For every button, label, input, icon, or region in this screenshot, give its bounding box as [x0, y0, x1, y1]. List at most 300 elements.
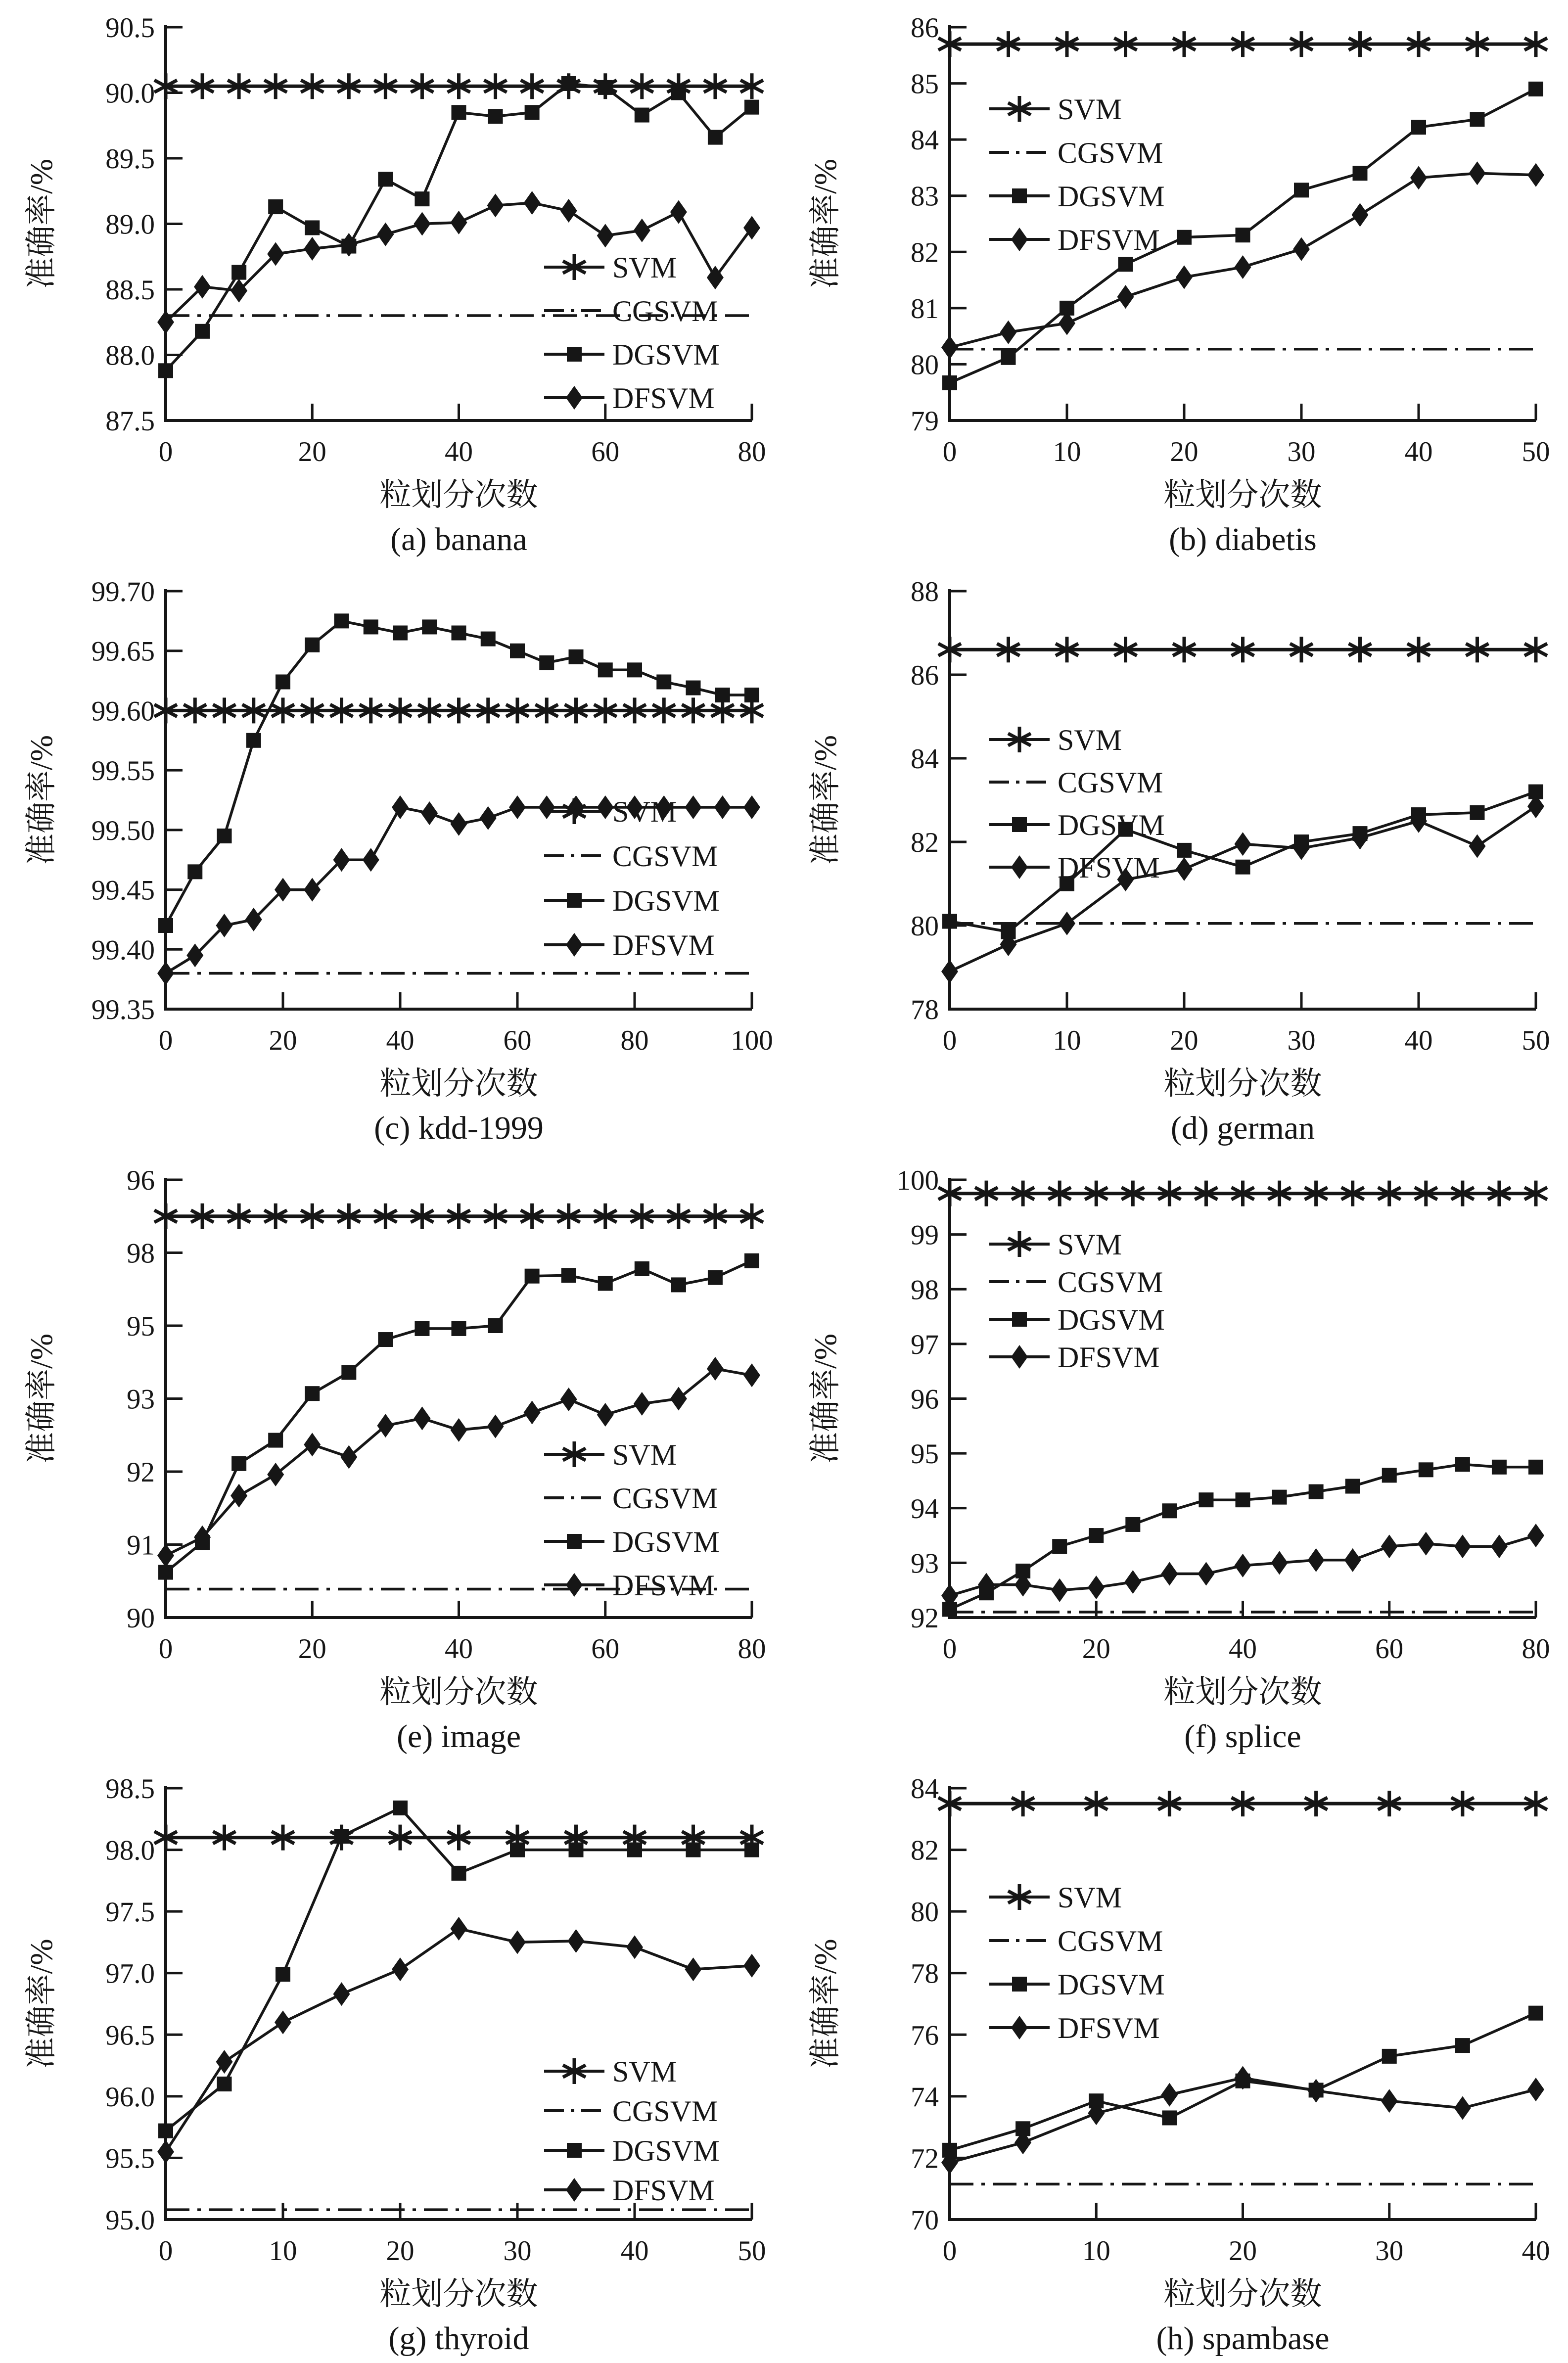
square-marker	[635, 108, 649, 123]
legend-label: DFSVM	[1058, 851, 1160, 884]
x-axis-title: 粒划分次数	[1163, 2276, 1322, 2312]
x-tick-label: 0	[158, 1633, 173, 1665]
square-marker	[217, 829, 232, 843]
series-dfsvm	[941, 794, 1544, 983]
series-dfsvm	[941, 2066, 1544, 2174]
subplot-caption: (c) kdd-1999	[374, 1110, 544, 1146]
y-tick-label: 91	[127, 1529, 155, 1561]
square-marker	[708, 130, 723, 145]
chart-canvas-d	[784, 564, 1568, 1153]
y-tick-label: 84	[911, 1773, 939, 1805]
legend-item-svm	[989, 1228, 1122, 1261]
x-tick-label: 40	[620, 2235, 649, 2267]
square-marker	[561, 76, 576, 91]
diamond-marker	[560, 199, 577, 223]
x-tick-label: 0	[942, 436, 957, 467]
diamond-marker	[340, 1445, 357, 1469]
legend-item-cgsvm	[544, 2095, 718, 2128]
legend-item-cgsvm	[989, 137, 1163, 169]
y-tick-label: 95.5	[105, 2143, 155, 2175]
subplot-caption: (f) splice	[1184, 1718, 1301, 1755]
legend-label: DGSVM	[1058, 1303, 1165, 1336]
square-marker	[334, 613, 349, 628]
legend-item-dgsvm	[544, 1526, 720, 1558]
y-axis-title: 准确率/%	[24, 1939, 59, 2069]
series-svm	[938, 637, 1547, 662]
square-marker	[744, 1253, 759, 1268]
y-tick-label: 99.60	[91, 695, 155, 727]
square-marker	[268, 1433, 283, 1448]
diamond-marker	[597, 224, 614, 247]
y-axis-title: 准确率/%	[24, 1333, 59, 1464]
y-tick-label: 90	[127, 1603, 155, 1634]
series-svm	[938, 31, 1547, 57]
y-axis-title: 准确率/%	[24, 158, 59, 289]
diamond-marker	[451, 211, 467, 234]
diamond-marker	[1527, 2078, 1544, 2101]
square-marker	[1199, 1492, 1213, 1507]
legend-item-dfsvm	[544, 1569, 715, 1602]
square-marker	[1382, 2049, 1397, 2064]
y-axis-title: 准确率/%	[24, 735, 59, 866]
series-dgsvm	[942, 785, 1543, 939]
square-marker	[378, 172, 393, 186]
diamond-marker	[304, 878, 321, 902]
square-marker	[1236, 860, 1250, 875]
legend-item-cgsvm	[544, 295, 718, 327]
diamond-marker	[1235, 1554, 1251, 1577]
x-tick-label: 0	[942, 1025, 957, 1056]
legend-label: DFSVM	[1058, 1341, 1160, 1374]
diamond-marker	[333, 848, 350, 872]
diamond-marker	[392, 1957, 409, 1981]
square-marker	[1236, 228, 1250, 242]
square-marker	[686, 681, 701, 695]
y-tick-label: 87.5	[105, 406, 155, 437]
y-tick-label: 78	[911, 1958, 939, 1990]
subplot-e-image	[0, 1153, 784, 1761]
legend-item-dgsvm	[544, 338, 720, 371]
square-marker	[1162, 1503, 1177, 1518]
legend-item-dfsvm	[544, 929, 715, 962]
subplot-f-splice	[784, 1153, 1568, 1761]
square-marker	[452, 626, 466, 641]
legend-label: SVM	[612, 795, 677, 828]
y-tick-label: 98.0	[105, 1835, 155, 1866]
diamond-marker	[377, 223, 394, 246]
diamond-marker	[157, 962, 174, 985]
diamond-marker	[1011, 1345, 1028, 1369]
square-marker	[1309, 1484, 1324, 1499]
diamond-marker	[245, 908, 262, 931]
legend-label: SVM	[1058, 724, 1122, 756]
y-tick-label: 81	[911, 293, 939, 324]
series-svm	[938, 1181, 1547, 1206]
diamond-marker	[1000, 321, 1017, 344]
legend-item-dgsvm	[989, 180, 1165, 213]
diamond-marker	[1117, 285, 1134, 309]
y-tick-label: 78	[911, 994, 939, 1025]
diamond-marker	[1059, 912, 1075, 935]
diamond-marker	[451, 812, 467, 836]
square-marker	[561, 1268, 576, 1283]
subplot-caption: (h) spambase	[1156, 2320, 1330, 2357]
diamond-marker	[304, 237, 321, 261]
y-tick-label: 98	[911, 1274, 939, 1306]
diamond-marker	[1527, 163, 1544, 187]
diamond-marker	[1176, 857, 1193, 881]
square-marker	[452, 105, 466, 120]
diamond-marker	[1051, 1578, 1068, 1602]
square-marker	[488, 109, 503, 124]
y-tick-label: 90.0	[105, 78, 155, 109]
legend-item-dgsvm	[544, 884, 720, 917]
square-marker	[569, 649, 584, 664]
diamond-marker	[941, 960, 958, 983]
y-tick-label: 85	[911, 68, 939, 100]
diamond-marker	[1011, 228, 1028, 251]
diamond-marker	[634, 219, 650, 242]
diamond-marker	[487, 1415, 504, 1438]
square-marker	[567, 347, 582, 362]
diamond-marker	[597, 1403, 614, 1427]
square-marker	[1411, 120, 1426, 135]
x-tick-label: 50	[738, 2235, 766, 2267]
y-tick-label: 72	[911, 2143, 939, 2175]
y-tick-label: 96.5	[105, 2020, 155, 2051]
y-tick-label: 70	[911, 2205, 939, 2236]
x-axis-title: 粒划分次数	[1163, 1066, 1322, 1101]
diamond-marker	[451, 1418, 467, 1442]
legend-label: DGSVM	[612, 884, 720, 917]
diamond-marker	[1235, 255, 1251, 279]
legend	[989, 93, 1165, 256]
square-marker	[1177, 843, 1192, 858]
x-tick-label: 40	[1229, 1633, 1257, 1665]
diamond-marker	[566, 933, 583, 957]
square-marker	[1528, 82, 1543, 96]
legend-item-svm	[544, 1438, 677, 1471]
diamond-marker	[524, 1401, 541, 1425]
diamond-marker	[1344, 1548, 1361, 1572]
legend	[544, 251, 720, 415]
subplot-caption: (b) diabetis	[1169, 521, 1317, 557]
x-tick-label: 40	[445, 436, 473, 467]
x-tick-label: 40	[1522, 2235, 1550, 2267]
x-axis-title: 粒划分次数	[379, 1066, 538, 1101]
y-tick-label: 99.40	[91, 934, 155, 966]
legend-label: CGSVM	[1058, 766, 1163, 799]
x-tick-label: 20	[1170, 436, 1199, 467]
diamond-marker	[1410, 166, 1427, 189]
legend-item-cgsvm	[544, 1482, 718, 1515]
y-tick-label: 76	[911, 2020, 939, 2051]
y-tick-label: 82	[911, 1835, 939, 1866]
y-tick-label: 99.65	[91, 636, 155, 667]
square-marker	[567, 1534, 582, 1549]
y-tick-label: 90.5	[105, 12, 155, 44]
square-marker	[1125, 1517, 1140, 1532]
y-tick-label: 88.0	[105, 340, 155, 371]
y-tick-label: 99.35	[91, 994, 155, 1025]
y-tick-label: 92	[127, 1457, 155, 1488]
chart-canvas-h	[784, 1761, 1568, 2363]
diamond-marker	[333, 1982, 350, 2006]
square-marker	[1118, 257, 1133, 272]
square-marker	[1419, 1462, 1433, 1477]
series-dgsvm	[942, 82, 1543, 390]
square-marker	[305, 220, 320, 235]
legend-label: DFSVM	[1058, 224, 1160, 256]
x-tick-label: 30	[1287, 436, 1316, 467]
legend-item-svm	[989, 1881, 1122, 1914]
square-marker	[567, 2143, 582, 2158]
diamond-marker	[194, 275, 211, 299]
subplot-g-thyroid	[0, 1761, 784, 2363]
x-axis-title: 粒划分次数	[1163, 1674, 1322, 1710]
square-marker	[246, 733, 261, 748]
y-tick-label: 99	[911, 1219, 939, 1251]
diamond-marker	[509, 795, 526, 819]
square-marker	[1012, 817, 1027, 832]
diamond-marker	[1381, 2089, 1398, 2113]
y-tick-label: 88.5	[105, 275, 155, 306]
x-tick-label: 0	[158, 436, 173, 467]
square-marker	[1089, 1528, 1104, 1543]
square-marker	[1001, 350, 1016, 365]
x-tick-label: 40	[445, 1633, 473, 1665]
square-marker	[567, 893, 582, 908]
y-tick-label: 80	[911, 911, 939, 942]
legend-label: SVM	[612, 251, 677, 284]
diamond-marker	[1011, 855, 1028, 879]
x-tick-label: 10	[1082, 2235, 1110, 2267]
diamond-marker	[509, 1930, 526, 1954]
diamond-marker	[1293, 237, 1310, 261]
x-tick-label: 0	[158, 1025, 173, 1056]
diamond-marker	[634, 1392, 650, 1416]
diamond-marker	[1271, 1551, 1288, 1575]
diamond-marker	[566, 2178, 583, 2202]
subplot-h-spambase	[784, 1761, 1568, 2363]
subplot-caption: (g) thyroid	[388, 2320, 529, 2357]
x-tick-label: 80	[738, 436, 766, 467]
square-marker	[1492, 1460, 1507, 1475]
y-tick-label: 93	[127, 1384, 155, 1415]
square-marker	[744, 100, 759, 115]
square-marker	[1353, 166, 1368, 181]
square-marker	[378, 1332, 393, 1347]
square-marker	[1528, 1460, 1543, 1475]
square-marker	[393, 1801, 408, 1815]
y-tick-label: 84	[911, 743, 939, 775]
chart-canvas-g	[0, 1761, 784, 2363]
series-svm	[154, 1825, 763, 1851]
diamond-marker	[1469, 161, 1486, 185]
y-tick-label: 95.0	[105, 2205, 155, 2236]
square-marker	[525, 1269, 540, 1284]
diamond-marker	[304, 1433, 321, 1456]
y-tick-label: 89.0	[105, 209, 155, 240]
y-tick-label: 82	[911, 827, 939, 858]
diamond-marker	[275, 2010, 291, 2034]
legend-item-dgsvm	[544, 2134, 720, 2167]
x-tick-label: 40	[1404, 1025, 1433, 1056]
legend-item-dgsvm	[989, 809, 1165, 841]
y-axis-title: 准确率/%	[808, 735, 843, 866]
square-marker	[627, 662, 642, 677]
diamond-marker	[743, 795, 760, 819]
square-marker	[1052, 1539, 1067, 1554]
square-marker	[217, 2077, 232, 2091]
x-tick-label: 30	[1287, 1025, 1316, 1056]
square-marker	[525, 105, 540, 120]
x-tick-label: 80	[1522, 1633, 1550, 1665]
square-marker	[744, 1843, 759, 1857]
square-marker	[1528, 2006, 1543, 2021]
y-tick-label: 99.50	[91, 815, 155, 846]
diamond-marker	[1527, 1524, 1544, 1547]
y-tick-label: 92	[911, 1603, 939, 1634]
diamond-marker	[1308, 2079, 1325, 2103]
diamond-marker	[1088, 1575, 1105, 1599]
legend-label: CGSVM	[1058, 1925, 1163, 1957]
diamond-marker	[670, 1387, 687, 1411]
square-marker	[671, 86, 686, 100]
square-marker	[1470, 112, 1485, 127]
legend-item-svm	[989, 724, 1122, 756]
diamond-marker	[538, 795, 555, 819]
diamond-marker	[1491, 1534, 1508, 1558]
y-tick-label: 95	[911, 1438, 939, 1470]
y-tick-label: 98	[127, 1238, 155, 1269]
legend-label: DGSVM	[612, 338, 720, 371]
square-marker	[627, 1843, 642, 1857]
x-tick-label: 60	[1375, 1633, 1404, 1665]
square-marker	[231, 265, 246, 280]
legend-label: DGSVM	[1058, 1968, 1165, 2001]
legend-item-cgsvm	[989, 1925, 1163, 1957]
diamond-marker	[1235, 832, 1251, 856]
diamond-marker	[714, 795, 731, 819]
subplot-c-kdd1999	[0, 564, 784, 1153]
diamond-marker	[743, 1954, 760, 1978]
diamond-marker	[707, 1357, 724, 1381]
x-axis-title: 粒划分次数	[379, 2276, 538, 2312]
y-tick-label: 97.0	[105, 1958, 155, 1990]
diamond-marker	[1454, 1534, 1471, 1558]
y-tick-label: 95	[127, 1311, 155, 1342]
diamond-marker	[480, 806, 497, 830]
diamond-marker	[743, 1363, 760, 1387]
legend	[544, 795, 720, 962]
x-tick-label: 10	[269, 2235, 297, 2267]
square-marker	[510, 1843, 525, 1857]
y-tick-label: 96	[127, 1165, 155, 1196]
x-tick-label: 80	[738, 1633, 766, 1665]
x-tick-label: 20	[298, 1633, 326, 1665]
diamond-marker	[1011, 2016, 1028, 2039]
diamond-marker	[186, 943, 203, 967]
diamond-marker	[451, 1917, 467, 1941]
legend-label: CGSVM	[612, 2095, 718, 2128]
subplot-b-diabetis	[784, 0, 1568, 564]
x-tick-label: 10	[1053, 1025, 1081, 1056]
x-tick-label: 30	[503, 2235, 532, 2267]
square-marker	[598, 662, 613, 677]
y-tick-label: 88	[911, 576, 939, 607]
diamond-marker	[1198, 1562, 1214, 1586]
square-marker	[569, 1843, 584, 1857]
square-marker	[539, 655, 554, 670]
diamond-marker	[1381, 1534, 1398, 1558]
diamond-marker	[685, 1957, 702, 1981]
diamond-marker	[267, 1463, 284, 1486]
x-tick-label: 10	[1053, 436, 1081, 467]
legend-item-cgsvm	[989, 1266, 1163, 1298]
y-tick-label: 94	[911, 1493, 939, 1525]
y-tick-label: 97	[911, 1329, 939, 1360]
chart-canvas-e	[0, 1153, 784, 1761]
square-marker	[598, 1276, 613, 1291]
legend-label: CGSVM	[612, 295, 718, 327]
legend-item-cgsvm	[989, 766, 1163, 799]
legend-item-svm	[544, 251, 677, 284]
legend-label: DGSVM	[1058, 180, 1165, 213]
y-tick-label: 79	[911, 406, 939, 437]
square-marker	[488, 1318, 503, 1333]
x-axis-title: 粒划分次数	[379, 477, 538, 512]
square-marker	[1345, 1479, 1360, 1494]
diamond-marker	[421, 801, 438, 825]
legend-label: SVM	[1058, 1228, 1122, 1261]
x-tick-label: 40	[386, 1025, 415, 1056]
legend-label: DFSVM	[612, 1569, 715, 1602]
x-tick-label: 50	[1522, 436, 1550, 467]
diamond-marker	[267, 242, 284, 266]
y-axis-title: 准确率/%	[808, 1939, 843, 2069]
legend	[544, 2055, 720, 2207]
legend	[989, 1228, 1165, 1374]
legend-item-dfsvm	[989, 1341, 1160, 1374]
x-tick-label: 20	[269, 1025, 297, 1056]
square-marker	[195, 324, 210, 339]
square-marker	[305, 1386, 320, 1401]
legend-item-dfsvm	[989, 851, 1160, 884]
diamond-marker	[568, 1929, 585, 1953]
y-tick-label: 97.5	[105, 1897, 155, 1928]
square-marker	[1455, 1457, 1470, 1472]
x-tick-label: 80	[620, 1025, 649, 1056]
subplot-caption: (d) german	[1170, 1110, 1315, 1146]
diamond-marker	[524, 191, 541, 215]
square-marker	[1177, 230, 1192, 245]
diamond-marker	[685, 795, 702, 819]
legend-label: DGSVM	[612, 2134, 720, 2167]
legend-label: DFSVM	[612, 382, 715, 415]
legend-label: DFSVM	[612, 929, 715, 962]
diamond-marker	[1308, 1548, 1325, 1572]
subplot-a-banana	[0, 0, 784, 564]
subplot-caption: (e) image	[396, 1718, 521, 1755]
y-tick-label: 86	[911, 12, 939, 44]
y-tick-label: 86	[911, 660, 939, 691]
square-marker	[415, 1321, 429, 1336]
axes	[911, 1773, 1550, 2267]
diamond-marker	[377, 1414, 394, 1437]
square-marker	[671, 1277, 686, 1292]
legend-item-dgsvm	[989, 1303, 1165, 1336]
